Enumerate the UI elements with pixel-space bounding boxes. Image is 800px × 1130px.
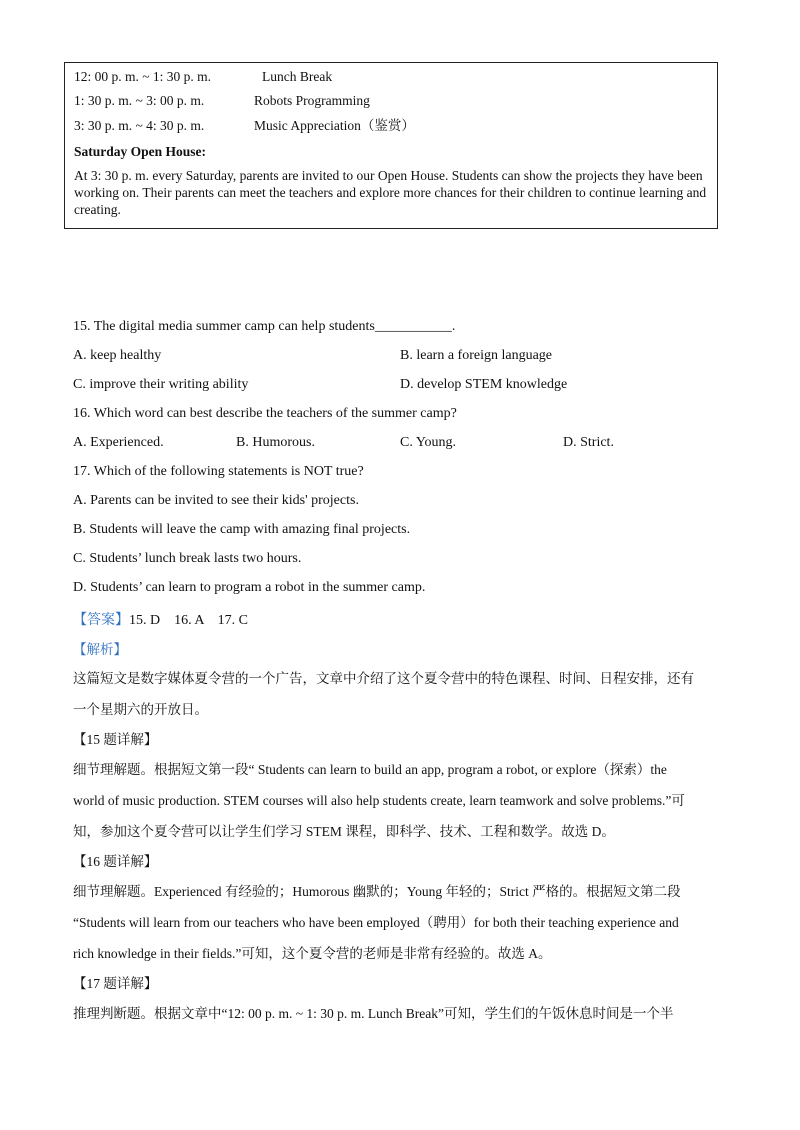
detail-15-line: world of music production. STEM courses will also help students create, learn teamwork and solve problems.”可: [73, 793, 685, 808]
open-house-heading: Saturday Open House:: [74, 144, 207, 159]
detail-16-line: 细节理解题。Experienced 有经验的；Humorous 幽默的；Young 年轻的；Strict 严格的。根据短文第二段: [73, 884, 681, 899]
analysis-label: 【解析】: [73, 642, 127, 657]
question-16-option-d: D. Strict.: [563, 435, 614, 450]
schedule-row: [74, 68, 333, 88]
detail-15-line: 知，参加这个夏令营可以让学生们学习 STEM 课程，即科学、技术、工程和数学。故选 D。: [73, 824, 615, 839]
question-17-option-b: B. Students will leave the camp with amazing final projects.: [73, 522, 411, 537]
schedule-row: [74, 92, 370, 112]
detail-16-line: rich knowledge in their fields.”可知，这个夏令营的老师是非常有经验的。故选 A。: [73, 946, 552, 961]
detail-15-title: 【15 题详解】: [73, 732, 158, 747]
detail-17-line: 推理判断题。根据文章中“12: 00 p. m. ~ 1: 30 p. m. Lunch Break”可知，学生们的午饭休息时间是一个半: [73, 1006, 674, 1021]
question-15-option-a: A. keep healthy: [73, 348, 162, 363]
question-15-option-b: B. learn a foreign language: [400, 348, 552, 363]
schedule-activity: Lunch Break: [262, 69, 333, 84]
analysis-summary-line: 这篇短文是数字媒体夏令营的一个广告，文章中介绍了这个夏令营中的特色课程、时间、日程安排，还有: [73, 671, 694, 686]
schedule-activity: Music Appreciation（鉴赏）: [254, 118, 415, 133]
answer-value: 15. D 16. A 17. C: [129, 613, 249, 628]
question-17-stem: 17. Which of the following statements is NOT true?: [73, 464, 364, 479]
detail-15-line: 细节理解题。根据短文第一段“ Students can learn to build an app, program a robot, or explore（探索）the: [73, 762, 667, 777]
detail-16-line: “Students will learn from our teachers who have been employed（聘用）for both their teaching experience and: [73, 915, 679, 930]
question-16-option-a: A. Experienced.: [73, 435, 164, 450]
question-17-option-c: C. Students’ lunch break lasts two hours.: [73, 551, 302, 566]
schedule-row: [74, 117, 415, 137]
question-15-option-c: C. improve their writing ability: [73, 377, 249, 392]
question-16-option-c: C. Young.: [400, 435, 457, 450]
schedule-activity: Robots Programming: [254, 93, 370, 108]
answer-label: 【答案】: [73, 613, 129, 628]
question-17-option-a: A. Parents can be invited to see their kids' projects.: [73, 493, 359, 508]
schedule-time: 3: 30 p. m. ~ 4: 30 p. m.: [74, 118, 205, 133]
detail-16-title: 【16 题详解】: [73, 854, 158, 869]
question-17-option-d: D. Students’ can learn to program a robot in the summer camp.: [73, 580, 426, 595]
open-house-text: At 3: 30 p. m. every Saturday, parents are invited to our Open House. Students can show the projects they have been working on. Their parents can meet the teachers and explore more chances for their children to continue learning and creating.: [74, 168, 707, 217]
detail-17-title: 【17 题详解】: [73, 976, 158, 991]
analysis-summary-line: 一个星期六的开放日。: [73, 702, 208, 717]
question-15-option-d: D. develop STEM knowledge: [400, 377, 568, 392]
question-15-stem: 15. The digital media summer camp can help students___________.: [73, 319, 456, 334]
question-16-option-b: B. Humorous.: [236, 435, 315, 450]
schedule-box: [64, 62, 718, 229]
question-16-stem: 16. Which word can best describe the teachers of the summer camp?: [73, 406, 457, 421]
answer-line: [73, 609, 248, 629]
schedule-time: 12: 00 p. m. ~ 1: 30 p. m.: [74, 69, 212, 84]
schedule-time: 1: 30 p. m. ~ 3: 00 p. m.: [74, 93, 205, 108]
